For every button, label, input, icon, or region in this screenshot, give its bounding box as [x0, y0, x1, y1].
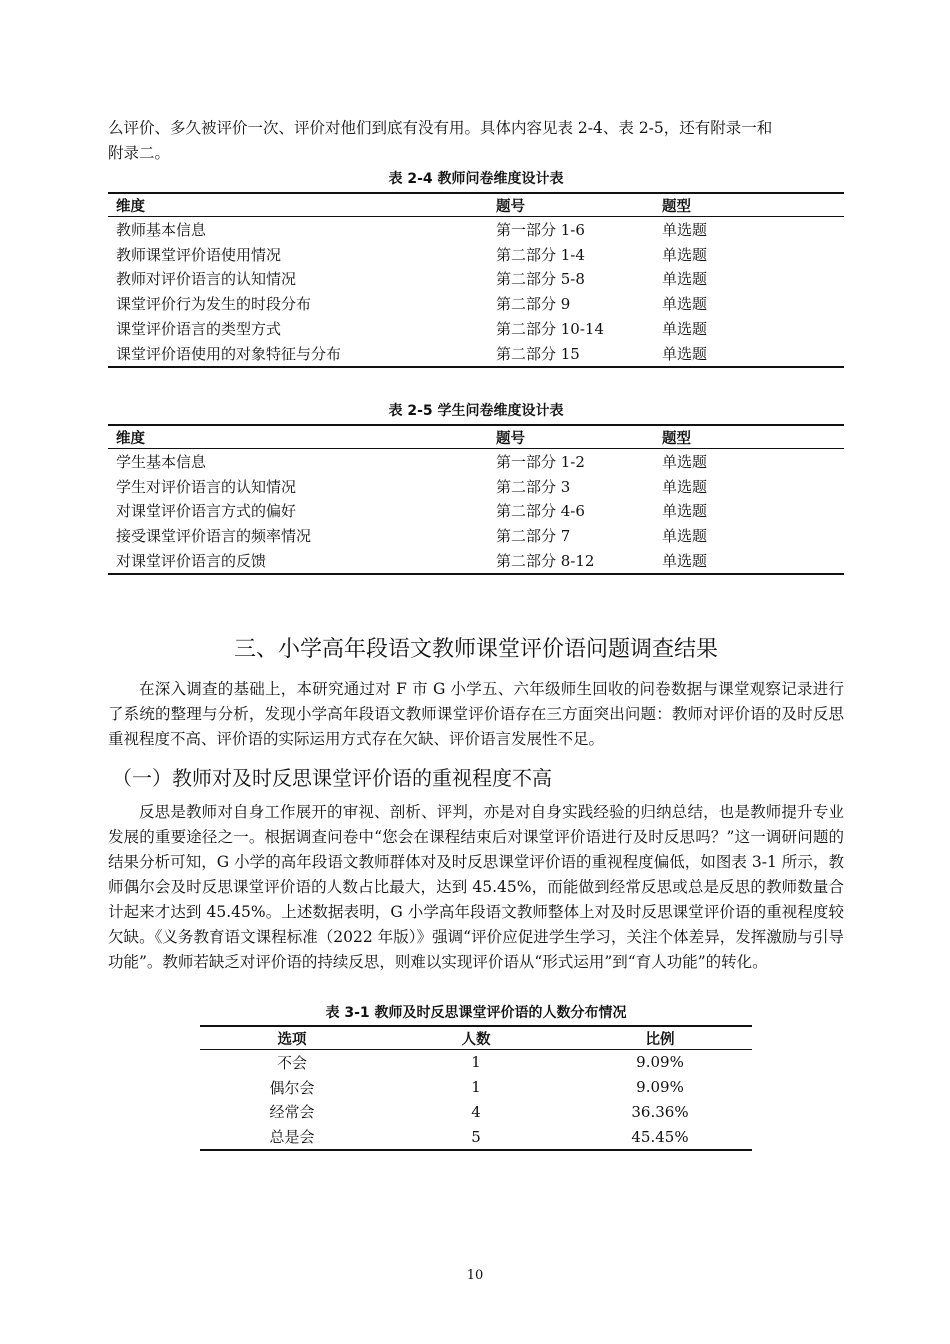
table-cell: 课堂评价语使用的对象特征与分布: [108, 341, 488, 367]
table-row: [108, 242, 844, 267]
table-cell: 教师课堂评价语使用情况: [116, 245, 282, 264]
table-cell: 不会: [276, 1053, 307, 1072]
table-cell: 学生基本信息: [116, 452, 207, 471]
section-heading: 三、小学高年段语文教师课堂评价语问题调查结果: [233, 637, 718, 662]
table-cell: 单选题: [662, 452, 708, 471]
section-paragraph: 在深入调查的基础上，本研究通过对 F 市 G 小学五、六年级师生回收的问卷数据与课堂观察记录进行了系统的整理与分析，发现小学高年段语文教师课堂评价语存在三方面突出问题：教师对评价语的及时反思重视程度不高、评价语的实际运用方式存在欠缺、评价语言发展性不足。: [108, 680, 844, 748]
table-cell: 总是会: [200, 1124, 384, 1150]
table-cell: 1: [471, 1078, 481, 1097]
table-cell: 偶尔会: [269, 1078, 315, 1097]
table-cell: 单选题: [662, 477, 708, 496]
table-3-1-caption: 表 3-1 教师及时反思课堂评价语的人数分布情况: [325, 1005, 627, 1021]
intro-line-1: 么评价、多久被评价一次、评价对他们到底有没有用。具体内容见表 2-4、表 2-5，还有附录一和: [108, 119, 773, 137]
header-ratio: 比例: [568, 1026, 752, 1050]
header-question-type: 题型: [654, 193, 844, 217]
table-cell: 单选题: [662, 220, 708, 239]
header-count: 人数: [384, 1026, 568, 1050]
table-row: [200, 1050, 752, 1075]
table-cell: 第二部分 9: [496, 295, 571, 314]
table-cell: 单选题: [654, 341, 844, 367]
table-2-5-caption: 表 2-5 学生问卷维度设计表: [388, 403, 564, 419]
table-cell: 第二部分 15: [488, 341, 654, 367]
table-row: [108, 341, 844, 367]
intro-line-2: 附录二。: [108, 144, 171, 162]
table-cell: 课堂评价语言的类型方式: [116, 320, 282, 339]
page-number: 10: [466, 1268, 484, 1283]
table-cell: 单选题: [662, 527, 708, 546]
table-row: [108, 548, 844, 574]
table-cell: 经常会: [269, 1103, 315, 1122]
table-cell: 教师对评价语言的认知情况: [116, 270, 297, 289]
table-row: [108, 474, 844, 499]
table-cell: 课堂评价行为发生的时段分布: [116, 295, 312, 314]
table-cell: 1: [471, 1053, 481, 1072]
table-3-1: [200, 1025, 752, 1151]
header-question-type: 题型: [654, 425, 844, 449]
table-cell: 对课堂评价语言的反馈: [108, 548, 488, 574]
table-cell: 第二部分 5-8: [496, 270, 585, 289]
table-row: [108, 267, 844, 292]
table-cell: 第二部分 7: [496, 527, 571, 546]
table-cell: 5: [384, 1124, 568, 1150]
header-dimension: 维度: [108, 193, 488, 217]
header-question-no: 题号: [488, 425, 654, 449]
table-row: [200, 1100, 752, 1125]
table-cell: 第二部分 10-14: [496, 320, 605, 339]
header-question-no: 题号: [488, 193, 654, 217]
header-dimension: 维度: [108, 425, 488, 449]
table-cell: 接受课堂评价语言的频率情况: [116, 527, 312, 546]
table-header-row: [108, 193, 844, 217]
table-cell: 单选题: [662, 295, 708, 314]
table-header-row: [200, 1026, 752, 1050]
table-cell: 45.45%: [568, 1124, 752, 1150]
table-cell: 36.36%: [631, 1102, 689, 1121]
table-row: [108, 449, 844, 474]
table-row: [108, 523, 844, 548]
table-2-4: [108, 192, 844, 368]
table-2-4-caption: 表 2-4 教师问卷维度设计表: [388, 171, 564, 187]
table-cell: 第一部分 1-6: [496, 220, 585, 239]
table-cell: 单选题: [662, 270, 708, 289]
subsection-heading: （一）教师对及时反思课堂评价语的重视程度不高: [112, 766, 552, 790]
table-cell: 教师基本信息: [116, 220, 207, 239]
table-row: [108, 316, 844, 341]
table-cell: 4: [471, 1102, 481, 1121]
subsection-paragraph: 反思是教师对自身工作展开的审视、剖析、评判，亦是对自身实践经验的归纳总结，也是教师提升专业发展的重要途径之一。根据调查问卷中“您会在课程结束后对课堂评价语进行及时反思吗？”这一调研问题的结果分析可知，G 小学的高年段语文教师群体对及时反思课堂评价语的重视程度偏低，如图表 3-1 所示，教师偶尔会及时反思课堂评价语的人数占比最大，达到 45.45%，而能做到经常反思或总是反思的教师数量合计起来才达到 45.45%。上述数据表明，G 小学高年段语文教师整体上对及时反思课堂评价语的重视程度较欠缺。《义务教育语文课程标准（2022 年版）》强调“评价应促进学生学习，关注个体差异，发挥激励与引导功能”。教师若缺乏对评价语的持续反思，则难以实现评价语从“形式运用”到“育人功能”的转化。: [108, 803, 844, 971]
table-row: [108, 291, 844, 316]
table-cell: 单选题: [654, 548, 844, 574]
table-row: [200, 1124, 752, 1150]
table-cell: 单选题: [662, 502, 708, 521]
table-cell: 学生对评价语言的认知情况: [116, 477, 297, 496]
table-header-row: [108, 425, 844, 449]
table-row: [200, 1075, 752, 1100]
table-row: [108, 217, 844, 242]
table-2-5: [108, 424, 844, 575]
table-cell: 对课堂评价语言方式的偏好: [116, 502, 297, 521]
table-cell: 第二部分 4-6: [496, 502, 585, 521]
table-row: [108, 499, 844, 524]
header-option: 选项: [200, 1026, 384, 1050]
table-cell: 第二部分 1-4: [496, 245, 585, 264]
table-cell: 9.09%: [636, 1053, 684, 1072]
table-cell: 9.09%: [636, 1078, 684, 1097]
table-cell: 第二部分 3: [496, 477, 571, 496]
table-cell: 第一部分 1-2: [496, 452, 585, 471]
table-cell: 第二部分 8-12: [488, 548, 654, 574]
table-cell: 单选题: [662, 245, 708, 264]
table-cell: 单选题: [662, 320, 708, 339]
